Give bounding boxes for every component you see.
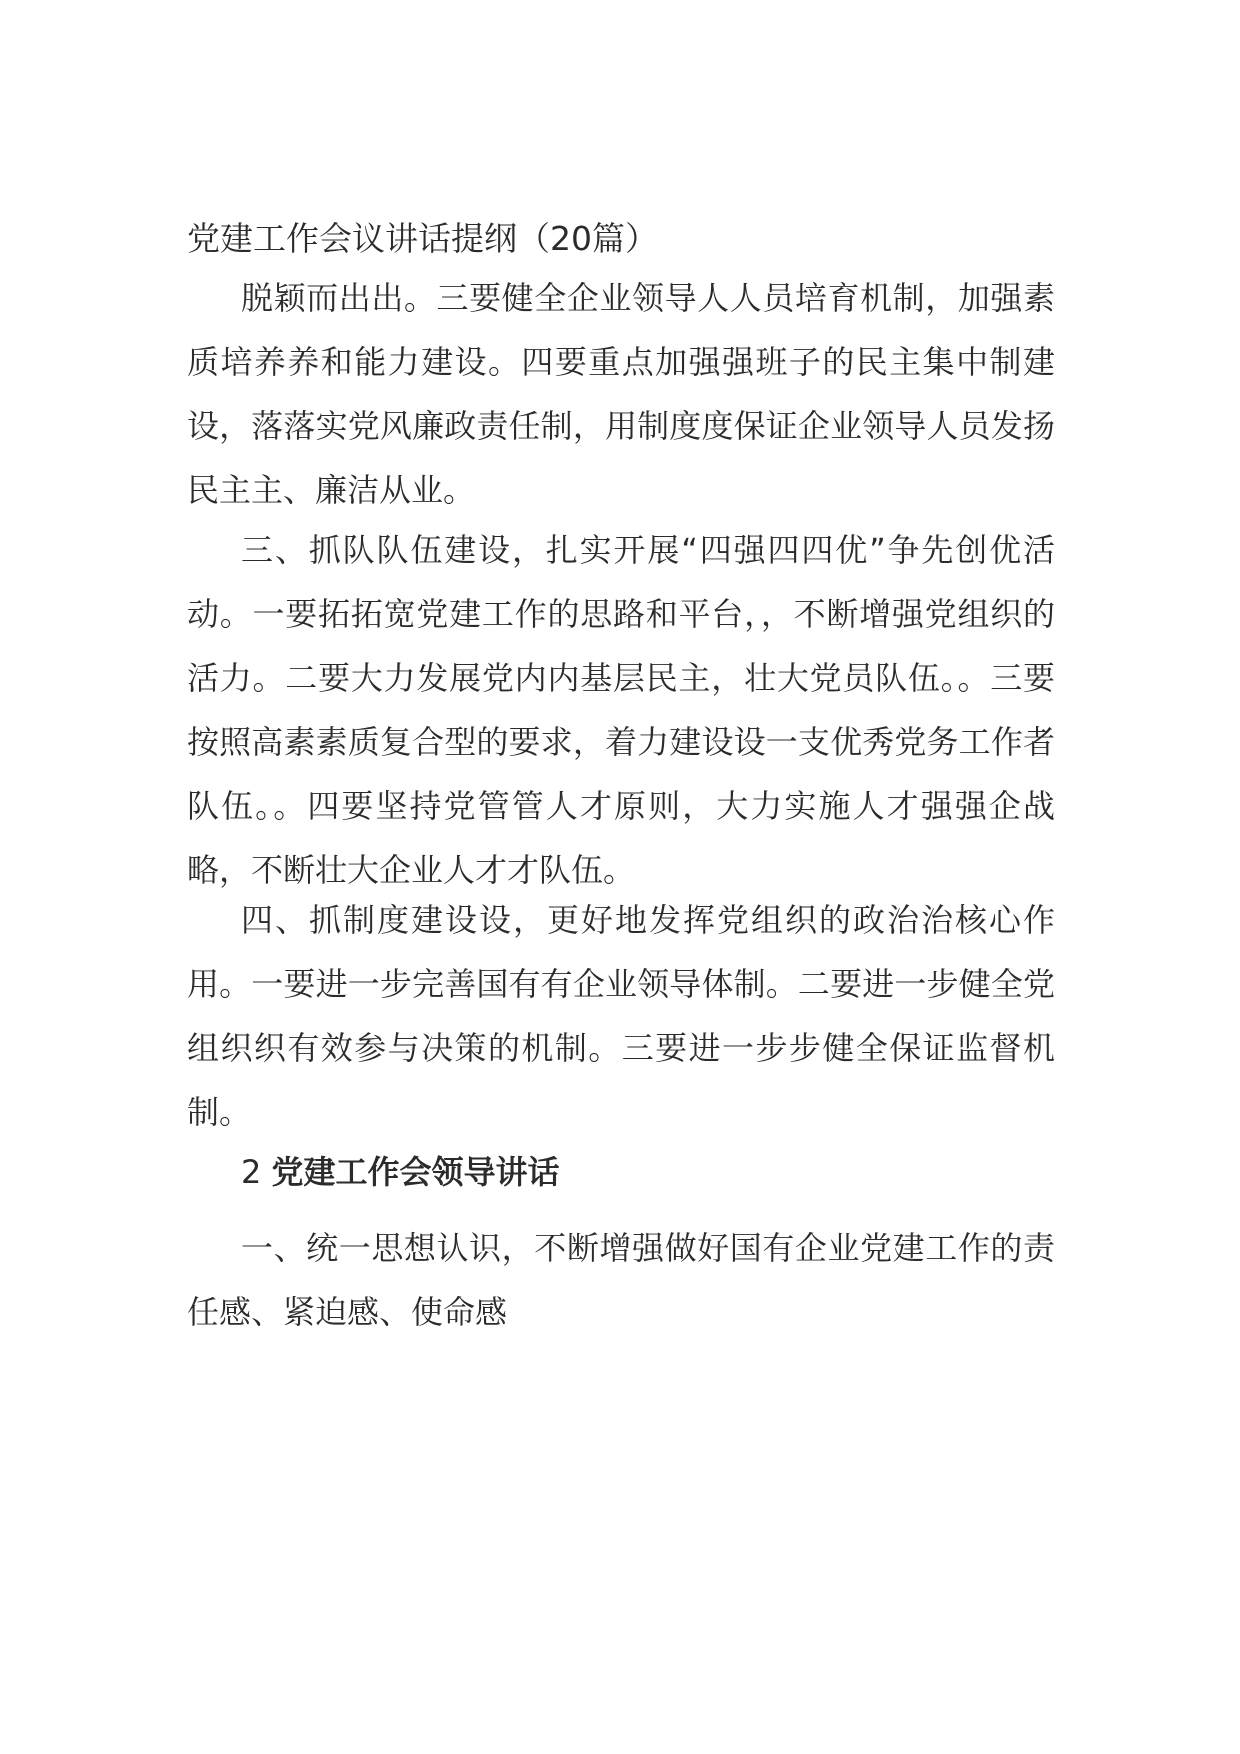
section-number: 2 xyxy=(241,1153,262,1191)
paragraph-3: 四、抓制度建设设，更好地发挥党组织的政治治核心作用。一要进一步完善国有有企业领导体制。二要进一步健全党组织织有效参与决策的机制。三要进一步步健全保证监督机制。 xyxy=(187,901,1055,1131)
paragraph-1: 脱颖而出出。三要健全企业领导人人员培育机制，加强素质培养养和能力建设。四要重点加强强班子的民主集中制建设，落落实党风廉政责任制，用制度度保证企业领导人员发扬民主主、廉洁从业。 xyxy=(187,279,1055,509)
paragraph-4: 一、统一思想认识，不断增强做好国有企业党建工作的责任感、紧迫感、使命感 xyxy=(187,1229,1055,1331)
document-title: 党建工作会议讲话提纲（20篇） xyxy=(187,219,658,258)
section-heading-text: 党建工作会领导讲话 xyxy=(271,1153,560,1191)
section-heading xyxy=(187,1140,560,1204)
paragraph-2: 三、抓队队伍建设，扎实开展“四强四四优”争先创优活动。一要拓拓宽党建工作的思路和平台，，不断增强党组织的活力。二要大力发展党内内基层民主，壮大党员队伍。。三要按照高素素质复合型的要求，着力建设设一支优秀党务工作者队伍。。四要坚持党管管人才原则，大力实施人才强强企战略，不断壮大企业人才才队伍。 xyxy=(187,531,1055,889)
